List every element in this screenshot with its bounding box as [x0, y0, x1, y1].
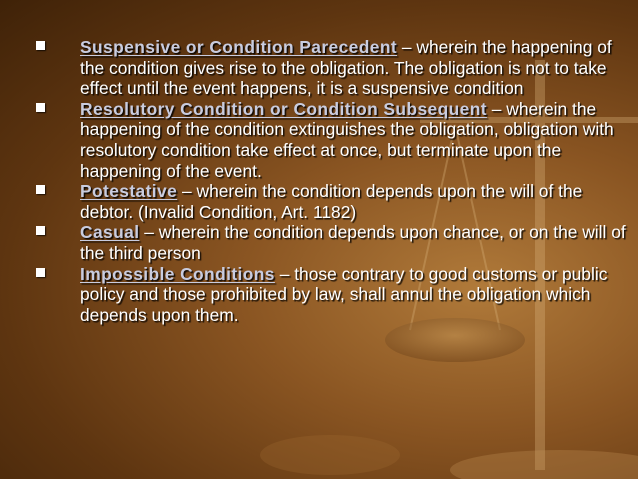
bullet-item-suspensive — [36, 37, 626, 99]
bullet-description: – those contrary to good customs or public policy and those prohibited by law, shall annul the obligation which depends upon them. — [80, 263, 608, 325]
bullet-text — [80, 99, 626, 181]
bullet-text — [80, 37, 626, 99]
bullet-term: Casual — [80, 222, 140, 243]
bullet-item-potestative — [36, 181, 626, 222]
bullet-text — [80, 264, 626, 326]
square-bullet-icon — [36, 226, 45, 235]
bullet-term: Potestative — [80, 181, 178, 202]
bullet-description: – wherein the condition depends upon chance, or on the will of the third person — [80, 222, 626, 263]
square-bullet-icon — [36, 41, 45, 50]
bullet-list — [36, 37, 626, 325]
bullet-description: – wherein the happening of the condition extinguishes the obligation, obligation with resolutory condition take effect at once, but terminate upon the happening of the event. — [80, 98, 614, 181]
bullet-description: – wherein the happening of the condition gives rise to the obligation. The obligation is not to take effect until the event happens, it is a suspensive condition — [80, 37, 612, 99]
square-bullet-icon — [36, 103, 45, 112]
bullet-item-impossible — [36, 264, 626, 326]
bullet-text — [80, 181, 626, 222]
square-bullet-icon — [36, 185, 45, 194]
bullet-text — [80, 222, 626, 263]
bullet-term: Impossible Conditions — [80, 263, 275, 284]
bullet-term: Suspensive or Condition Parecedent — [80, 37, 398, 57]
bullet-item-casual — [36, 222, 626, 263]
bullet-term: Resolutory Condition or Condition Subsequent — [80, 98, 487, 119]
bullet-item-resolutory — [36, 99, 626, 181]
bullet-description: – wherein the condition depends upon the will of the debtor. (Invalid Condition, Art. 1182) — [80, 181, 583, 222]
square-bullet-icon — [36, 268, 45, 277]
